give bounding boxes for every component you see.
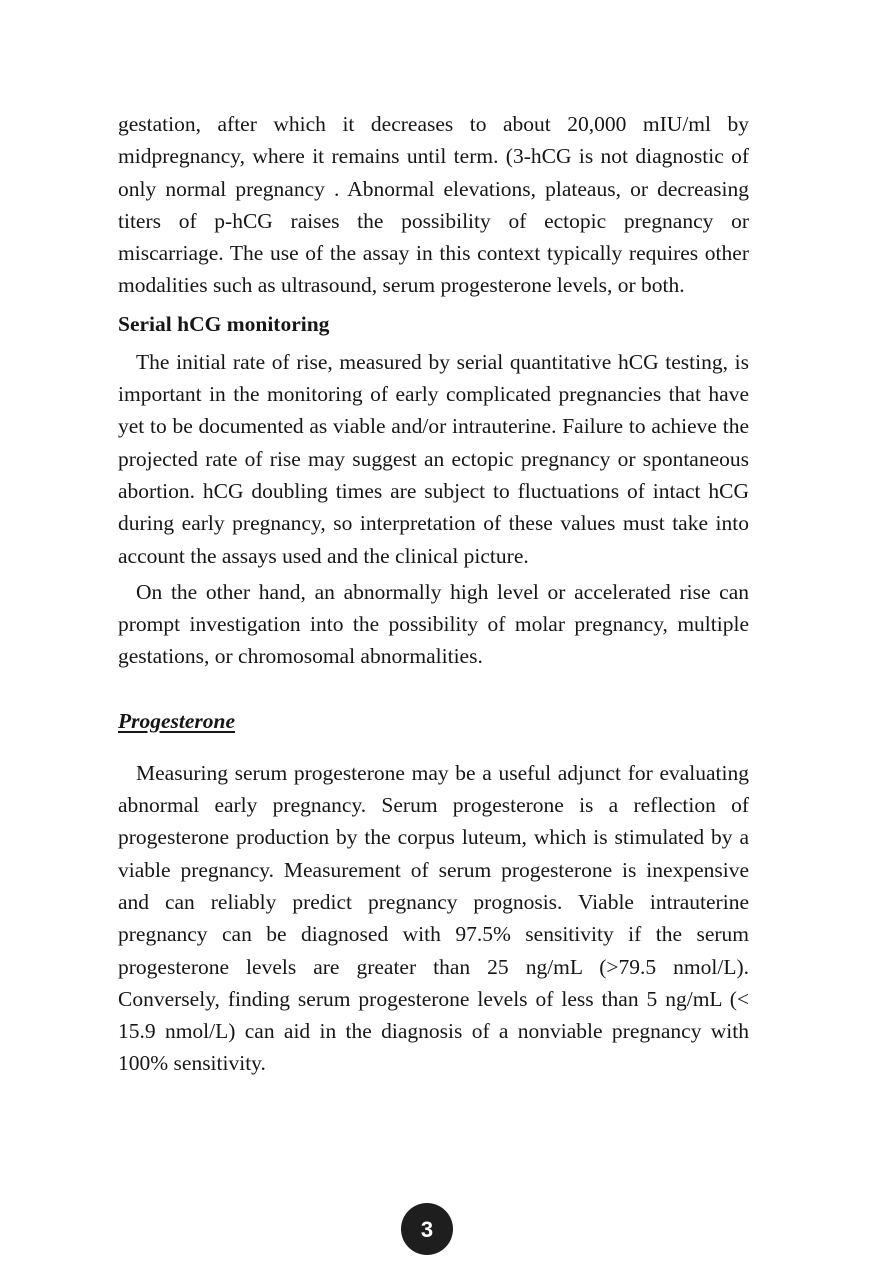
document-page [118, 108, 749, 1080]
paragraph-progesterone-1: Measuring serum progesterone may be a useful adjunct for evaluating abnormal early pregnancy. Serum progesterone is a reflection of progesterone production by the corpus luteum, which is stimulated by a viable pregnancy. Measurement of serum progesterone is inexpensive and can reliably predict pregnancy prognosis. Viable intrauterine pregnancy can be diagnosed with 97.5% sensitivity if the serum progesterone levels are greater than 25 ng/mL (>79.5 nmol/L). Conversely, finding serum progesterone levels of less than 5 ng/mL (< 15.9 nmol/L) can aid in the diagnosis of a nonviable pregnancy with 100% sensitivity. [118, 760, 749, 1076]
paragraph-serial-hcg-1: The initial rate of rise, measured by serial quantitative hCG testing, is important in the monitoring of early complicated pregnancies that have yet to be documented as viable and/or intrauterine. Failure to achieve the projected rate of rise may suggest an ectopic pregnancy or spontaneous abortion. hCG doubling times are subject to fluctuations of intact hCG during early pregnancy, so interpretation of these values must take into account the assays used and the clinical picture. [118, 349, 749, 568]
paragraph-serial-hcg-2: On the other hand, an abnormally high level or accelerated rise can prompt investigation into the possibility of molar pregnancy, multiple gestations, or chromosomal abnormalities. [118, 579, 749, 669]
intro-paragraph: gestation, after which it decreases to about 20,000 mIU/ml by midpregnancy, where it remains until term. (3-hCG is not diagnostic of only normal pregnancy . Abnormal elevations, plateaus, or decreasing titers of p-hCG raises the possibility of ectopic pregnancy or miscarriage. The use of the assay in this context typically requires other modalities such as ultrasound, serum progesterone levels, or both. [118, 112, 749, 298]
section-heading-progesterone: Progesterone [118, 708, 236, 733]
page-number-badge: 3 [401, 1203, 453, 1255]
section-heading-serial-hcg: Serial hCG monitoring [118, 311, 330, 336]
